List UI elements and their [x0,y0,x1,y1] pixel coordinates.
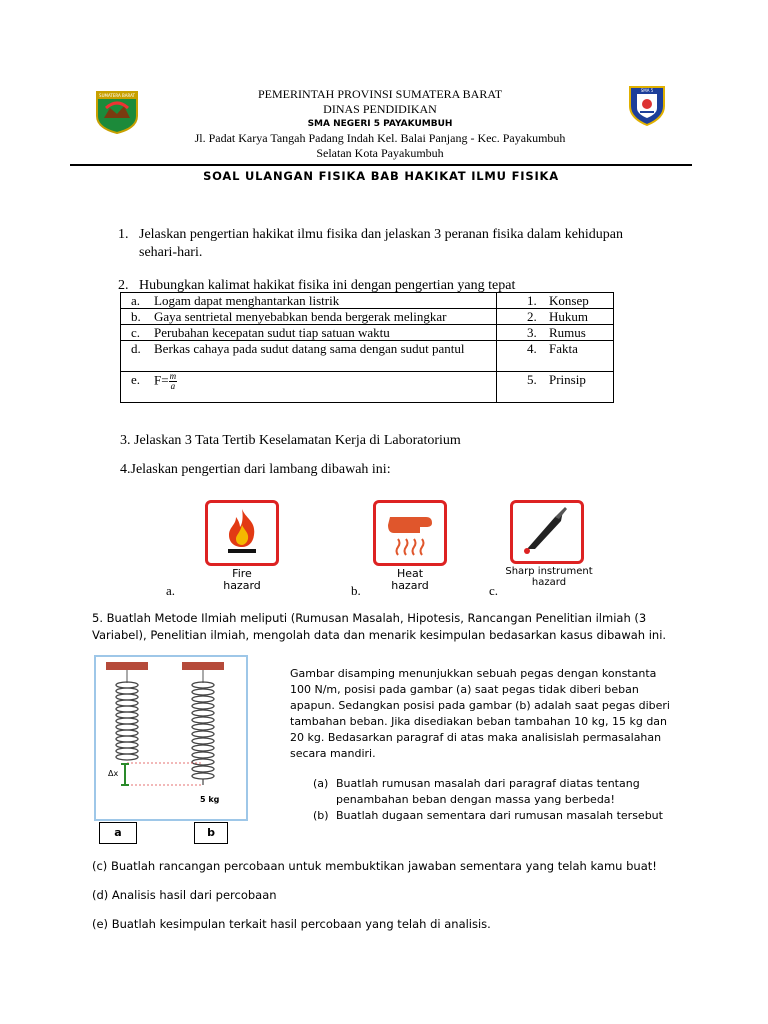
question-3: 3. Jelaskan 3 Tata Tertib Keselamatan Kerja di Laboratorium [120,433,461,448]
school-logo [628,84,666,126]
mass-label: 5 kg [200,795,220,804]
heat-hazard-symbol [373,500,447,566]
school-logo-text: SMA 5 [640,88,654,93]
row-letter: a. [131,293,141,308]
sharp-hazard-symbol [510,500,584,564]
symbol-label-a: a. [166,583,176,598]
row-number: 3. [527,325,537,340]
sub-question-c: (c) Buatlah rancangan percobaan untuk membuktikan jawaban sementara yang telah kamu buat! [92,859,657,873]
province-logo [94,88,140,134]
row-statement: Berkas cahaya pada sudut datang sama dengan sudut pantul [154,341,465,356]
sub-question-a-label: (a) [313,777,329,790]
row-term: Prinsip [549,372,586,387]
table-row [121,341,614,372]
sharp-hazard-caption-2: hazard [531,577,567,588]
sub-question-d: (d) Analisis hasil dari percobaan [92,888,277,902]
hot-hand-icon [376,503,444,563]
sharp-hazard-caption-1: Sharp instrument [505,566,593,577]
row-statement: Logam dapat menghantarkan listrik [154,293,340,308]
question-4: 4.Jelaskan pengertian dari lambang dibawah ini: [120,462,391,477]
spring-paragraph-line-4: tambahan beban. Jika disediakan beban tambahan 10 kg, 15 kg dan [290,715,668,728]
sharp-instrument-icon [513,503,581,561]
spring-paragraph-line-3: apapun. Sedangkan posisi pada gambar (b) adalah saat pegas diberi [290,699,670,712]
question-5-line-2: Variabel), Penelitian ilmiah, mengolah data dan menarik kesimpulan bedasarkan kasus dibawah ini. [92,628,667,642]
fire-hazard-caption-2: hazard [223,579,261,592]
sub-question-b: Buatlah dugaan sementara dari rumusan masalah tersebut [336,809,663,822]
figure-label-b: b [194,822,228,844]
row-letter: c. [131,325,141,340]
row-term: Konsep [549,293,589,308]
table-row [121,325,614,341]
question-1-text: Jelaskan pengertian hakikat ilmu fisika dan jelaskan 3 peranan fisika dalam kehidupan [139,227,624,242]
heat-hazard-caption-1: Heat [396,567,424,580]
page-title: SOAL ULANGAN FISIKA BAB HAKIKAT ILMU FISIKA [203,169,559,183]
fire-icon [208,503,276,563]
row-letter: e. [131,372,141,388]
fire-hazard-symbol [205,500,279,566]
row-formula-prefix: F= [154,372,169,388]
header-line-2: DINAS PENDIDIKAN [323,102,437,116]
formula-numerator: m [169,371,177,381]
question-2-number: 2. [118,278,129,293]
row-number: 4. [527,341,537,356]
question-5-line-1: 5. Buatlah Metode Ilmiah meliputi (Rumusan Masalah, Hipotesis, Rancangan Penelitian ilmiah (3 [92,611,647,625]
fire-hazard-caption-1: Fire [232,567,252,580]
sub-question-b-label: (b) [313,809,329,822]
symbol-label-b: b. [351,583,361,598]
sub-question-a: Buatlah rumusan masalah dari paragraf diatas tentang [336,777,640,790]
spring-paragraph-line-5: 20 kg. Bedasarkan paragraf di atas maka analisislah permasalahan [290,731,662,744]
header-line-5: Selatan Kota Payakumbuh [316,146,444,160]
spring-paragraph-line-1: Gambar disamping menunjukkan sebuah pegas dengan konstanta [290,667,657,680]
row-number: 2. [527,309,537,324]
row-statement: Gaya sentrietal menyebabkan benda bergerak melingkar [154,309,447,324]
row-statement: Perubahan kecepatan sudut tiap satuan waktu [154,325,390,340]
question-1-text-continued: sehari-hari. [139,245,203,260]
table-row [121,309,614,325]
question-2-text: Hubungkan kalimat hakikat fisika ini dengan pengertian yang tepat [139,278,516,293]
row-letter: d. [131,341,141,356]
spring-paragraph-line-6: secara mandiri. [290,747,376,760]
heat-hazard-caption-2: hazard [391,579,429,592]
header-line-3: SMA NEGERI 5 PAYAKUMBUH [307,119,453,129]
header-line-1: PEMERINTAH PROVINSI SUMATERA BARAT [257,87,503,101]
row-letter: b. [131,309,141,324]
row-term: Fakta [549,341,578,356]
symbol-label-c: c. [489,583,499,598]
header-line-4: Jl. Padat Karya Tangah Padang Indah Kel. Balai Panjang - Kec. Payakumbuh [194,131,566,145]
row-term: Rumus [549,325,586,340]
formula-fraction [169,372,178,391]
province-logo-text: SUMATERA BARAT [99,93,135,98]
row-term: Hukum [549,309,588,324]
spring-paragraph-line-2: 100 N/m, posisi pada gambar (a) saat pegas tidak diberi beban [290,683,639,696]
row-number: 5. [527,372,537,387]
header-divider [70,164,692,166]
table-row [121,372,614,403]
sub-question-a-continued: penambahan beban dengan massa yang berbeda! [336,793,615,806]
delta-x-label: Δx [108,769,119,778]
table-row [121,293,614,309]
spring-diagram-icon [96,657,246,819]
formula-denominator: a [170,381,176,391]
sub-question-e: (e) Buatlah kesimpulan terkait hasil percobaan yang telah di analisis. [92,917,491,931]
matching-table [120,292,614,403]
figure-label-a: a [99,822,137,844]
row-number: 1. [527,293,537,308]
question-1-number: 1. [118,227,129,242]
spring-figure [94,655,248,821]
